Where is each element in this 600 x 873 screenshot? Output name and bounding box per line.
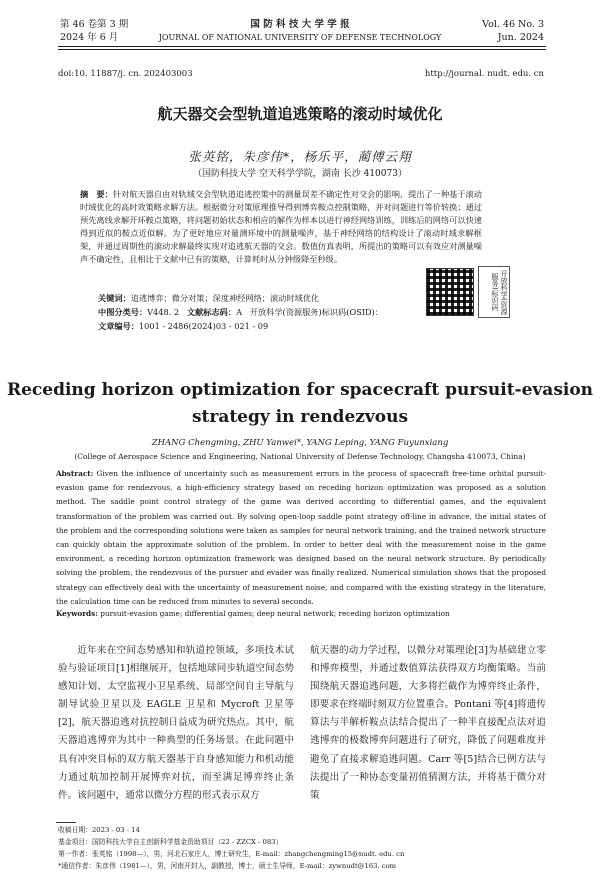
issue-date-en: Jun. 2024	[497, 32, 544, 43]
doc-code-value: A	[236, 307, 242, 317]
footnote-received: 收稿日期：2023 - 03 - 14	[58, 826, 140, 834]
header-rule-thick	[58, 46, 546, 47]
journal-name-en: JOURNAL OF NATIONAL UNIVERSITY OF DEFENSE TECHNOLOGY	[158, 33, 442, 42]
header-left	[60, 18, 128, 44]
abstract-en-text: Given the influence of uncertainty such as measurement errors in the process of spacecraft free-time orbital pursuit-evasion game for rendezvous, a high-efficiency strategy based on receding horizon optimization was proposed as a solution method. The saddle point control strategy of the game was derived according to differential games, and the equivalent transformation of the problem was carried out. By solving open-loop saddle point strategy off-line in advance, the initial states of the problem and the corresponding solutions were taken as samples for neural network training, and the trained network structure can quickly obtain the approximate solution of the problem. In order to better deal with the measurement noise in the game environment, a receding horizon optimization framework was designed based on the neural network structure. By periodically solving the problem, the rendezvous of the pursuer and evader was finally realized. Numerical simulation shows that the proposed strategy can effectively deal with the uncertainty of measurement noise, and compared with the existing strategy in the literature, the calculation time can be reduced from minutes to several seconds.	[56, 469, 546, 606]
keywords-en	[56, 609, 546, 618]
osid-qr-code-icon[interactable]	[426, 268, 474, 316]
article-number-label: 文章编号：	[98, 321, 139, 331]
abstract-en	[56, 467, 546, 609]
footnote-corresponding: *通信作者：朱彦伟（1981—），男，河南开封人，副教授，博士，硕士生导师，E-mail：zywnudt@163. com	[58, 862, 397, 870]
abstract-cn-label: 摘 要：	[80, 189, 113, 199]
title-en-line1: Receding horizon optimization for spacecraft pursuit-evasion	[6, 380, 594, 400]
authors-cn: 张英铭，朱彦伟*，杨乐平，蔺傅云翔	[188, 149, 412, 164]
affiliation-en: (College of Aerospace Science and Engineering, National University of Defense Technology, Changsha 410073, China)	[74, 452, 526, 461]
header-rule-thin	[58, 49, 546, 50]
title-en-line2: strategy in rendezvous	[191, 407, 409, 427]
abstract-cn	[80, 188, 482, 266]
affiliation-cn: （国防科技大学 空天科学学院，湖南 长沙 410073）	[193, 169, 407, 179]
doi: doi:10. 11887/j. cn. 202403003	[58, 69, 193, 79]
classification-line	[98, 306, 428, 319]
journal-url: http://journal. nudt. edu. cn	[424, 69, 544, 79]
authors-en: ZHANG Chengming, ZHU Yanwei*, YANG Leping, YANG Fuyunxiang	[151, 438, 449, 448]
volume-issue-en: Vol. 46 No. 3	[482, 19, 544, 30]
keywords-en-label: Keywords:	[56, 609, 98, 618]
volume-issue: 第 46 卷第 3 期	[60, 19, 129, 30]
footnote-rule	[56, 822, 76, 823]
clc-value: V448. 2	[147, 307, 180, 317]
title-en	[0, 377, 600, 431]
article-number-line	[98, 320, 418, 333]
keywords-cn-label: 关键词：	[98, 293, 131, 303]
body-right-column: 航天器的动力学过程，以微分对策理论[3]为基础建立零和博弈模型，并通过数值算法获得双方均衡策略。当前围绕航天器追逃问题，大多将拦截作为博弈终止条件，即要求在终端时刻双方位置重合。Pontani 等[4]将遗传算法与半解析鞍点法结合提出了一种半直接配点法对追逃博弈的极数博弈问题进行了研究，降低了问题难度并避免了直接求解追逃问题。Carr 等[5]结合已例方法与法提出了一种协态变量初值猜测方法，并将基于微分对策	[310, 645, 546, 801]
keywords-cn-text: 追逃博弈；微分对策；深度神经网络；滚动时域优化	[130, 293, 320, 303]
article-number-value: 1001 - 2486(2024)03 - 021 - 09	[138, 321, 269, 331]
doc-code-label: 文献标志码：	[186, 307, 237, 317]
issue-date: 2024 年 6 月	[60, 32, 119, 43]
title-cn: 航天器交会型轨道追逃策略的滚动时域优化	[157, 105, 443, 123]
footnote-fund: 基金项目：国防科技大学自主创新科学基金资助项目（22 - ZZCX - 083）	[58, 838, 283, 846]
footnote-first-author: 第一作者：张英铭（1998—），男，河北石家庄人，博士研究生，E-mail：zhangchengming15@nudt. edu. cn	[58, 850, 405, 858]
clc-label: 中图分类号：	[98, 307, 148, 317]
body-left-column: 近年来在空间态势感知和轨道控领域，多项技术试验与验证项目[1]相继展开，包括地球同步轨道空间态势感知计划、太空监视小卫星系统、局部空间自主导航与制导试验卫星以及 EAGLE 卫星和 Mycroft 卫星等[2]，航天器追逃对抗控制日益成为研究热点。其中，航天器追逃博弈为其中一种典型的任务场景。在此问题中具有冲突目标的双方航天器基于自身感知能力和机动能力通过航加控制开展博弈对抗，而至满足博弈终止条件。该问题中，通常以微分方程的形式表示双方	[58, 645, 294, 801]
osid-label: 开放科学(资源服务)标识码	[478, 266, 510, 318]
oscid-label: 开放科学(资源服务)标识码(OSID)：	[249, 307, 383, 317]
keywords-en-text: pursuit-evasion game; differential games; deep neural network; receding horizon optimization	[100, 609, 450, 618]
keywords-cn	[98, 292, 418, 305]
journal-name-cn: 国 防 科 技 大 学 学 报	[250, 19, 350, 30]
abstract-cn-text: 针对航天器自由对轨域交会型轨道追逃控策中的测量误差不确定性对交会的影响，提出了一种基于滚动时域优化的高时效策略求解方法。根据微分对策原理推导得到博弈鞍点控制策略，并对问题进行等价转换；通过预先离线求解开环鞍点策略，将问题初始状态和相应的解作为样本以进行神经网络训练，训练后的网络可以快速得到近似的鞍点近似解。为了更好地应对量测环境中的测量噪声，基于神经网络的结构设计了滚动时域求解框架，并通过周期性的滚动求解最终实现对追逃航天器的交会。数值仿真表明，所提出的策略可以有效应对测量噪声不确定性，且相比于文献中已有的策略，计算耗时从分钟级降至秒级。	[80, 189, 482, 264]
header-right	[482, 18, 544, 44]
header-center	[130, 18, 470, 44]
abstract-en-label: Abstract:	[56, 469, 94, 478]
